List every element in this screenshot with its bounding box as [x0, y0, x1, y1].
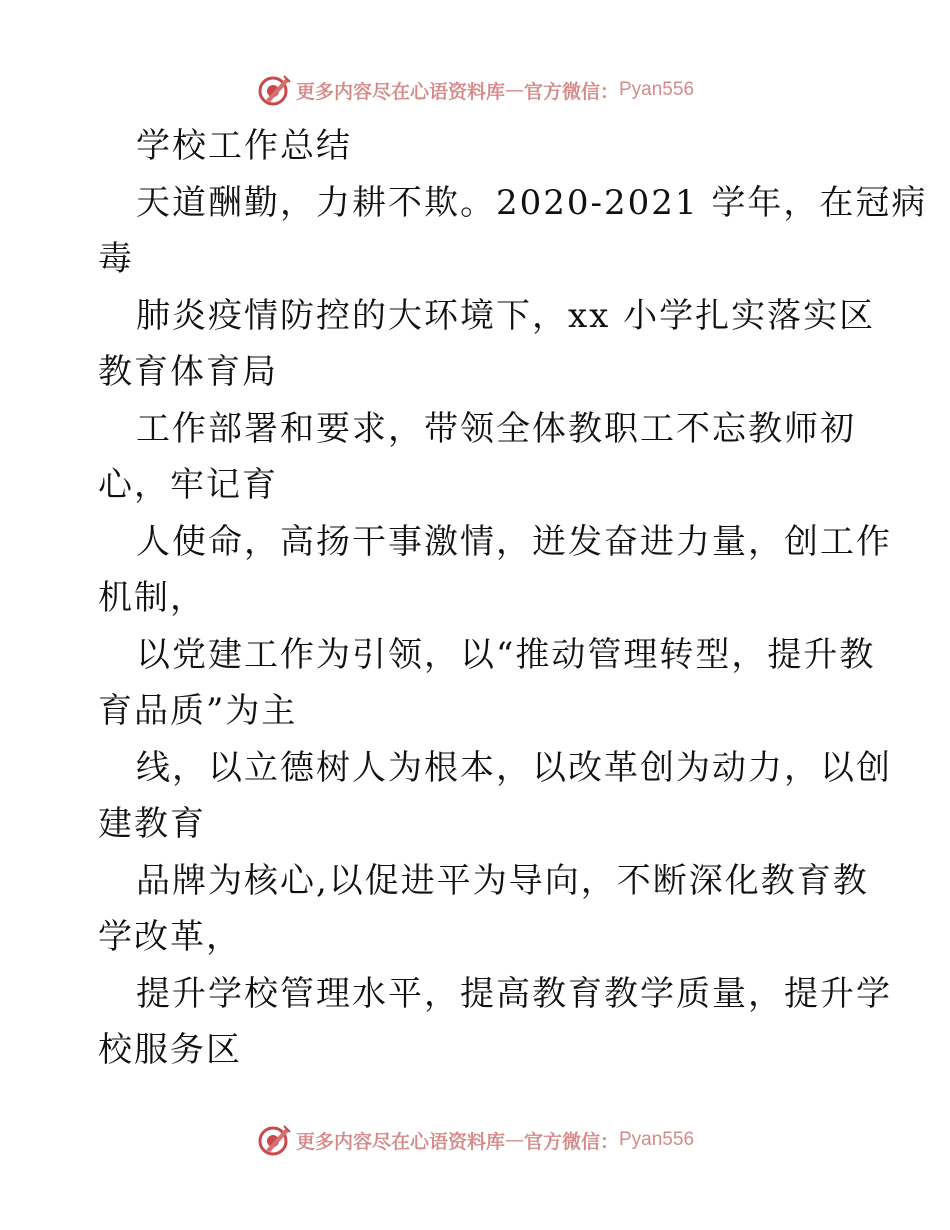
paragraph-line: 品牌为核心,以促进平为导向，不断深化教育教 — [136, 860, 869, 901]
paragraph-line: 工作部署和要求，带领全体教职工不忘教师初 — [136, 408, 856, 449]
banner-separator: — — [504, 79, 524, 101]
banner-text: 更多内容尽在心语资料库 — [295, 1130, 505, 1153]
paragraph-line: 天道酬勤，力耕不欺。2020-2021 学年，在冠病 — [136, 182, 928, 223]
paragraph-line: 线，以立德树人为根本，以改革创为动力，以创 — [136, 747, 892, 788]
banner-wechat-label: 官方微信： — [523, 1130, 619, 1153]
quill-pen-logo-icon — [256, 1122, 292, 1158]
banner-wechat-id: Pyan556 — [619, 1129, 695, 1150]
paragraph-line: 提升学校管理水平，提高教育教学质量，提升学 — [136, 973, 892, 1014]
paragraph-line: 教育体育局 — [98, 352, 278, 392]
quill-pen-logo-icon — [256, 72, 292, 108]
paragraph-line: 以党建工作为引领，以“推动管理转型，提升教 — [136, 634, 876, 675]
paragraph-line: 校服务区 — [98, 1030, 242, 1070]
document-title: 学校工作总结 — [136, 126, 352, 166]
paragraph-line: 学改革， — [98, 917, 242, 957]
paragraph-line: 毒 — [98, 239, 134, 279]
banner-text: 更多内容尽在心语资料库 — [295, 80, 505, 103]
paragraph-line: 心，牢记育 — [98, 465, 278, 505]
header-banner — [0, 70, 950, 110]
document-body — [98, 118, 928, 1079]
banner-wechat-label: 官方微信： — [523, 80, 619, 103]
paragraph-line: 人使命，高扬干事激情，迸发奋进力量，创工作 — [136, 521, 892, 562]
footer-banner — [0, 1120, 950, 1160]
paragraph-line: 机制， — [98, 578, 206, 618]
paragraph-line: 育品质”为主 — [98, 691, 298, 731]
banner-separator: — — [504, 1129, 524, 1151]
banner-wechat-id: Pyan556 — [619, 79, 695, 100]
paragraph-line: 肺炎疫情防控的大环境下，xx 小学扎实落实区 — [136, 295, 876, 336]
paragraph-line: 建教育 — [98, 804, 206, 844]
